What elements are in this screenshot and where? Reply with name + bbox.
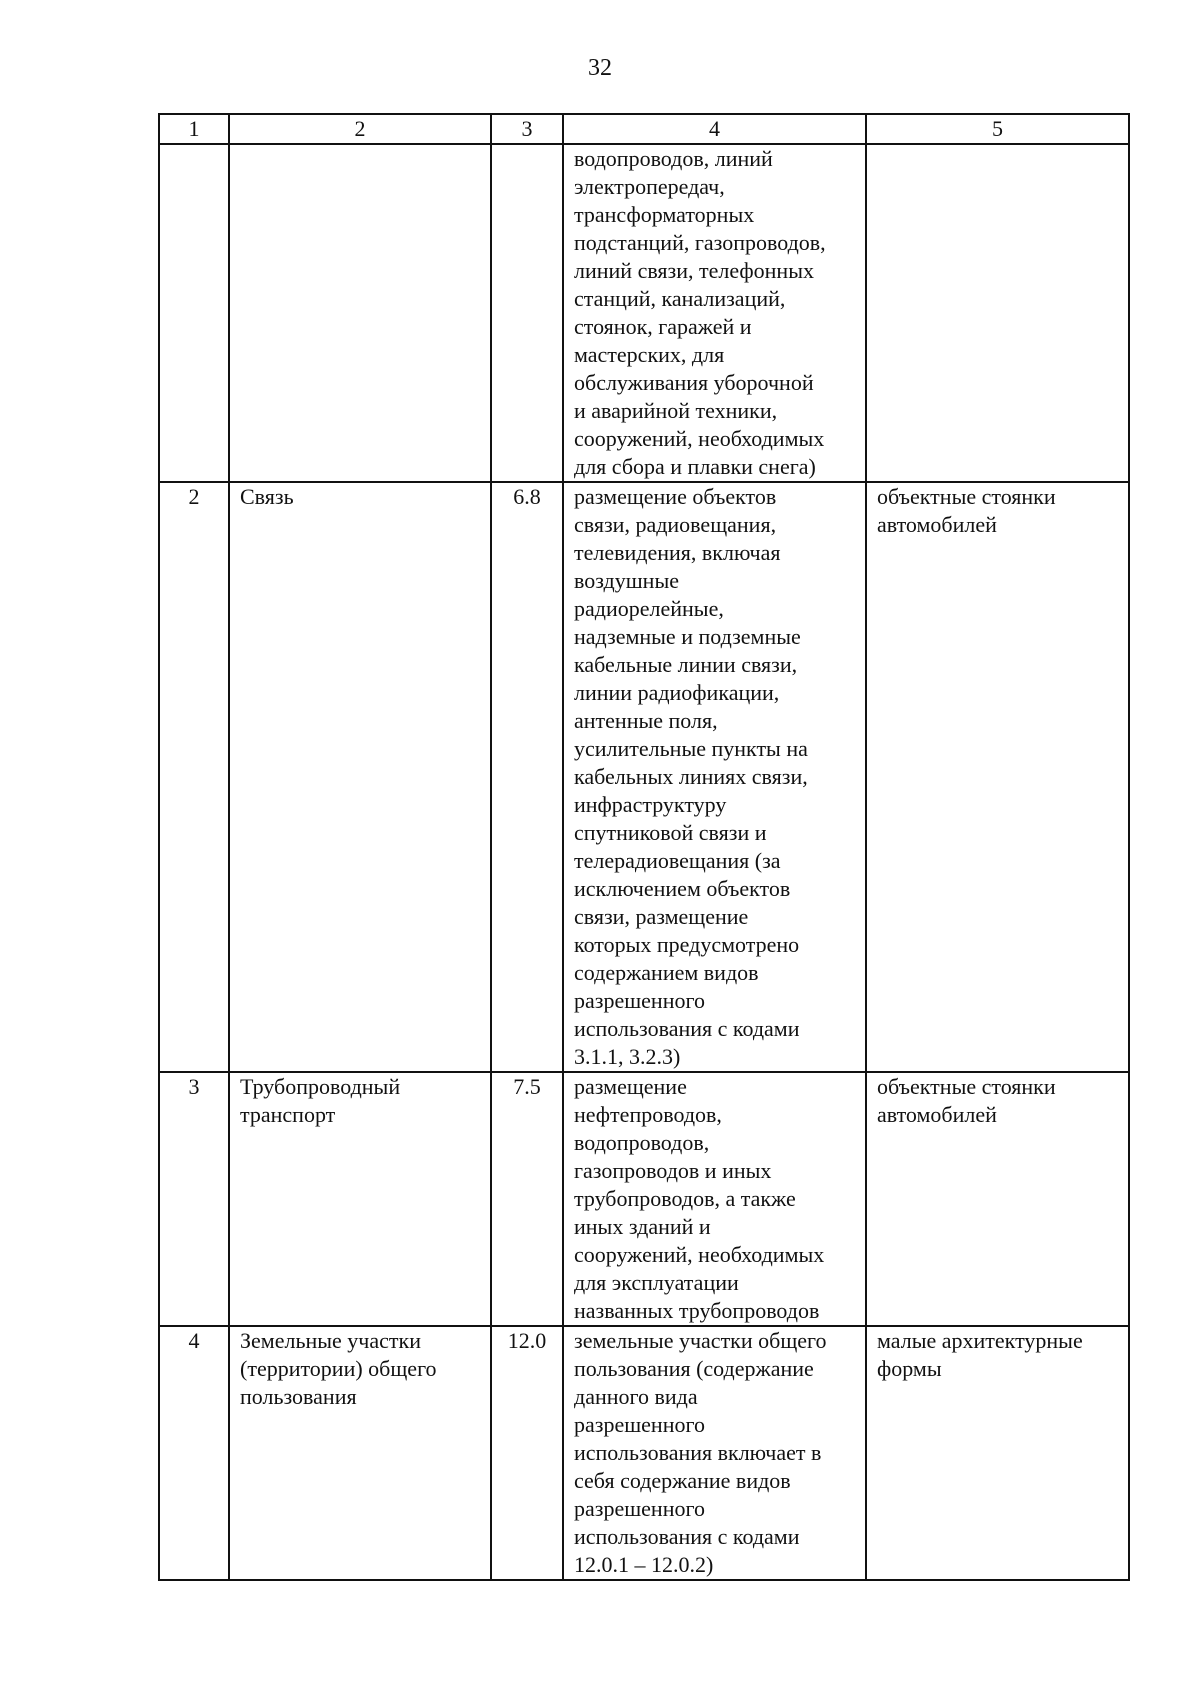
auxiliary-use-text: объектные стоянки автомобилей [877, 1074, 1056, 1127]
use-name-cell [229, 144, 491, 482]
description-text: размещение объектов связи, радиовещания, телевидения, включая воздушные радиорелейные, надземные и подземные кабельные линии связи, линии радиофикации, антенные поля, усилительные пункты на кабельных линиях связи, инфраструктуру спутниковой связи и телерадиовещания (за исключением объектов связи, размещение которых предусмотрено содержанием видов разрешенного использования с кодами 3.1.1, 3.2.3) [574, 484, 808, 1069]
row-number-cell [159, 144, 229, 482]
auxiliary-use-cell [866, 482, 1129, 1072]
use-name-cell [229, 1326, 491, 1580]
description-text: земельные участки общего пользования (содержание данного вида разрешенного использования включает в себя содержание видов разрешенного использования с кодами 12.0.1 – 12.0.2) [574, 1328, 827, 1577]
use-code-cell: 6.8 [491, 482, 563, 1072]
column-header: 2 [229, 114, 491, 144]
use-name-text: Связь [240, 484, 294, 509]
table-row [159, 144, 1129, 482]
auxiliary-use-text: объектные стоянки автомобилей [877, 484, 1056, 537]
use-code-cell [491, 144, 563, 482]
page-number: 32 [588, 55, 612, 81]
use-code-cell: 7.5 [491, 1072, 563, 1326]
use-code-cell: 12.0 [491, 1326, 563, 1580]
column-header: 3 [491, 114, 563, 144]
description-text: водопроводов, линий электропередач, трансформаторных подстанций, газопроводов, линий связи, телефонных станций, канализаций, стоянок, гаражей и мастерских, для обслуживания уборочной и аварийной техники, сооружений, необходимых для сбора и плавки снега) [574, 146, 826, 479]
auxiliary-use-cell [866, 1326, 1129, 1580]
description-cell [563, 1326, 866, 1580]
use-name-cell [229, 1072, 491, 1326]
description-cell [563, 144, 866, 482]
row-number-cell: 2 [159, 482, 229, 1072]
auxiliary-use-text: малые архитектурные формы [877, 1328, 1083, 1381]
row-number-cell: 4 [159, 1326, 229, 1580]
column-header: 1 [159, 114, 229, 144]
land-use-table [158, 113, 1130, 1581]
description-cell [563, 482, 866, 1072]
auxiliary-use-cell [866, 1072, 1129, 1326]
use-name-text: Трубопроводный транспорт [240, 1074, 401, 1127]
use-name-text: Земельные участки (территории) общего пользования [240, 1328, 437, 1409]
description-cell [563, 1072, 866, 1326]
column-header: 5 [866, 114, 1129, 144]
description-text: размещение нефтепроводов, водопроводов, газопроводов и иных трубопроводов, а также иных зданий и сооружений, необходимых для эксплуатации названных трубопроводов [574, 1074, 825, 1323]
table-row [159, 1326, 1129, 1580]
column-header: 4 [563, 114, 866, 144]
row-number-cell: 3 [159, 1072, 229, 1326]
table-header-row [159, 114, 1129, 144]
table-row [159, 1072, 1129, 1326]
auxiliary-use-cell [866, 144, 1129, 482]
use-name-cell [229, 482, 491, 1072]
table-row [159, 482, 1129, 1072]
